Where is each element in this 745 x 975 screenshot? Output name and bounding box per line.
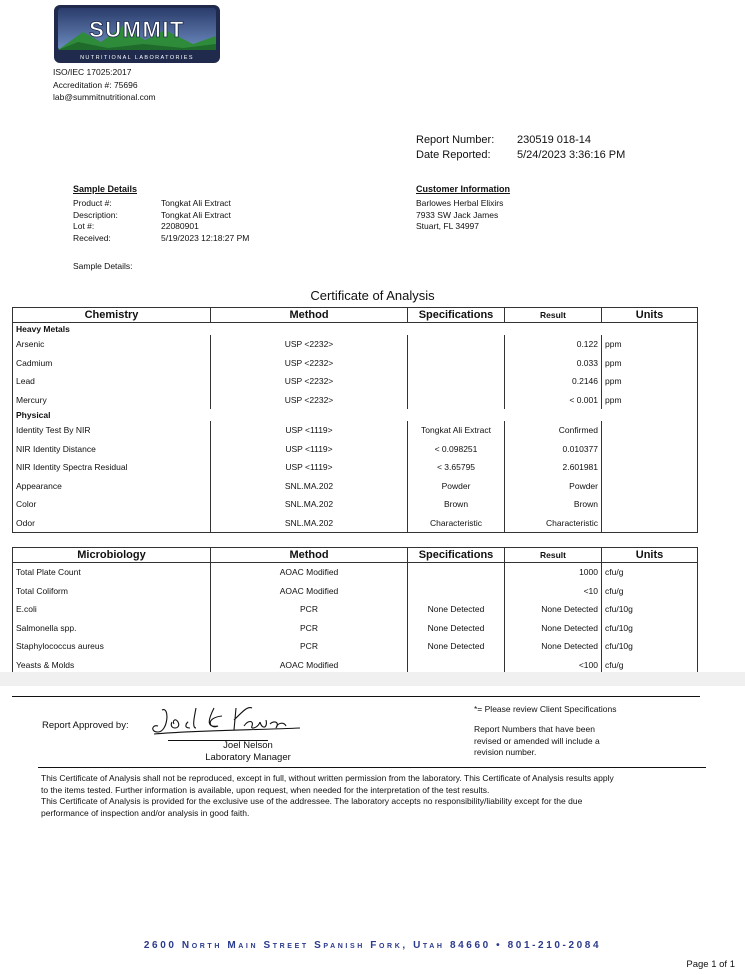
cell-result: 2.601981 <box>505 458 602 477</box>
cell-spec <box>408 391 505 410</box>
cell-method: PCR <box>211 619 408 638</box>
summit-logo <box>53 4 221 64</box>
table-row <box>13 600 698 619</box>
col-header: Specifications <box>408 548 505 563</box>
cell-method: USP <2232> <box>211 354 408 373</box>
cell-units <box>602 514 698 533</box>
cell-units: cfu/10g <box>605 622 633 633</box>
cell-spec: None Detected <box>408 619 505 638</box>
cell-spec: Characteristic <box>408 514 505 533</box>
cell-result: 0.010377 <box>505 440 602 459</box>
cell-analyte: Staphylococcus aureus <box>13 637 211 656</box>
cell-analyte: Odor <box>13 514 211 533</box>
approver <box>178 740 318 764</box>
cell-units: cfu/g <box>605 659 624 670</box>
customer-address1: 7933 SW Jack James <box>416 209 499 220</box>
cell-method: USP <1119> <box>211 421 408 440</box>
cell-result: < 0.001 <box>505 391 602 410</box>
cell-spec: None Detected <box>408 600 505 619</box>
table-row <box>13 372 698 391</box>
table-row <box>13 335 698 354</box>
report-number-label: Report Number: <box>416 134 495 146</box>
customer-name: Barlowes Herbal Elixirs <box>416 198 504 208</box>
cell-units: ppm <box>605 376 622 386</box>
cell-spec <box>408 354 505 373</box>
cell-result: 1000 <box>505 563 602 582</box>
description-value: Tongkat Ali Extract <box>161 209 231 220</box>
divider <box>12 696 700 697</box>
cell-result: 0.122 <box>505 335 602 354</box>
cell-analyte: Salmonella spp. <box>13 619 211 638</box>
cell-analyte: Total Plate Count <box>13 563 211 582</box>
table-row <box>13 458 698 477</box>
date-reported: 5/24/2023 3:36:16 PM <box>517 149 626 161</box>
col-header: Result <box>505 548 602 563</box>
cell-analyte: Lead <box>13 372 211 391</box>
cell-method: AOAC Modified <box>211 582 408 601</box>
logo-name: SUMMIT <box>89 17 185 42</box>
cell-spec: Tongkat Ali Extract <box>408 421 505 440</box>
cell-analyte: NIR Identity Spectra Residual <box>13 458 211 477</box>
cell-units: cfu/10g <box>605 641 633 651</box>
cell-method: SNL.MA.202 <box>211 514 408 533</box>
cell-method: USP <1119> <box>211 440 408 459</box>
group-row <box>13 409 698 421</box>
table-row <box>13 495 698 514</box>
table-row <box>13 440 698 459</box>
cell-result: <10 <box>505 582 602 601</box>
table-row <box>13 563 698 582</box>
cell-spec <box>408 582 505 601</box>
amended-note: Report Numbers that have been revised or amended will include a revision number. <box>474 724 600 758</box>
chemistry-table <box>12 307 698 533</box>
lab-email: lab@summitnutritional.com <box>53 92 156 102</box>
cell-result: Brown <box>505 495 602 514</box>
cell-units <box>602 458 698 477</box>
cell-spec <box>408 563 505 582</box>
lab-address: 2600 North Main Street Spanish Fork, Utah 84660 • 801-210-2084 <box>143 940 602 951</box>
cell-analyte: Mercury <box>13 391 211 410</box>
cell-method: SNL.MA.202 <box>211 477 408 496</box>
table-row <box>13 514 698 533</box>
cell-spec: None Detected <box>408 637 505 656</box>
group-label: Heavy Metals <box>16 324 70 334</box>
report-number: 230519 018-14 <box>517 134 592 146</box>
page-number: Page 1 of 1 <box>686 959 735 970</box>
cell-units: ppm <box>605 339 622 349</box>
cell-result: None Detected <box>505 619 602 638</box>
col-header: Method <box>211 548 408 563</box>
microbiology-table <box>12 547 698 675</box>
coa-title: Certificate of Analysis <box>310 288 435 303</box>
table-row <box>13 477 698 496</box>
cell-spec: Powder <box>408 477 505 496</box>
table-row <box>13 421 698 440</box>
cell-analyte: Arsenic <box>13 335 211 354</box>
cell-method: AOAC Modified <box>211 563 408 582</box>
cell-method: PCR <box>211 637 408 656</box>
customer-address2: Stuart, FL 34997 <box>416 221 480 232</box>
cell-result: Powder <box>505 477 602 496</box>
client-spec-note: *= Please review Client Specifications <box>474 704 617 714</box>
group-label: Physical <box>16 410 51 420</box>
col-header: Units <box>602 308 698 323</box>
approved-by-label: Report Approved by: <box>42 720 129 731</box>
disclaimer: This Certificate of Analysis shall not be reproduced, except in full, without written permission from the laboratory. This Certificate of Analysis results apply to the items tested. Further information is available, upon request, when needed for the interpretation of the test results. This Certificate of Analysis is provided for the exclusive use of the addressee. The laboratory accepts no responsibility/liability except for the due performance of inspection and/or analysis in good faith. <box>41 773 614 819</box>
sample-details-label: Sample Details: <box>73 261 133 271</box>
cell-spec: < 3.65795 <box>408 458 505 477</box>
cell-units: ppm <box>605 357 622 368</box>
cell-method: SNL.MA.202 <box>211 495 408 514</box>
cell-analyte: Appearance <box>13 477 211 496</box>
col-header: Microbiology <box>13 548 211 563</box>
cell-units: cfu/g <box>605 567 624 577</box>
cell-method: USP <2232> <box>211 372 408 391</box>
group-row <box>13 323 698 336</box>
sample-values <box>161 198 249 245</box>
cell-method: USP <2232> <box>211 391 408 410</box>
col-header: Units <box>602 548 698 563</box>
cell-result: <100 <box>505 656 602 675</box>
accreditation: Accreditation #: 75696 <box>53 80 138 90</box>
approver-title: Laboratory Manager <box>205 752 291 763</box>
cell-result: None Detected <box>505 600 602 619</box>
cell-units: cfu/10g <box>605 604 633 614</box>
cell-result: Characteristic <box>505 514 602 533</box>
cell-method: USP <1119> <box>211 458 408 477</box>
cell-result: 0.033 <box>505 354 602 373</box>
divider-band <box>0 672 745 686</box>
cell-method: PCR <box>211 600 408 619</box>
divider <box>38 767 706 768</box>
sample-details-title: Sample Details <box>73 184 138 194</box>
cell-analyte: Identity Test By NIR <box>13 421 211 440</box>
cell-spec: < 0.098251 <box>408 440 505 459</box>
cell-method: USP <2232> <box>211 335 408 354</box>
table-row <box>13 619 698 638</box>
customer-info-title: Customer Information <box>416 184 511 194</box>
cell-analyte: Total Coliform <box>13 582 211 601</box>
table-row <box>13 354 698 373</box>
cell-spec <box>408 335 505 354</box>
cell-units <box>602 477 698 496</box>
col-header: Chemistry <box>13 308 211 323</box>
col-header: Specifications <box>408 308 505 323</box>
cell-analyte: Yeasts & Molds <box>13 656 211 675</box>
cell-units: cfu/g <box>605 585 624 596</box>
cell-result: Confirmed <box>505 421 602 440</box>
cell-units <box>602 421 698 440</box>
received-value: 5/19/2023 12:18:27 PM <box>161 233 250 244</box>
cell-analyte: NIR Identity Distance <box>13 440 211 459</box>
table-row <box>13 391 698 410</box>
col-header: Method <box>211 308 408 323</box>
cell-analyte: Cadmium <box>13 354 211 373</box>
cell-spec: Brown <box>408 495 505 514</box>
logo-sub: NUTRITIONAL LABORATORIES <box>80 55 194 61</box>
col-header: Result <box>505 308 602 323</box>
cell-analyte: Color <box>13 495 211 514</box>
product-value: Tongkat Ali Extract <box>161 198 231 208</box>
sample-labels: Product #: Description: Lot #: Received: <box>73 198 118 244</box>
signature <box>148 702 308 742</box>
customer-info <box>416 198 503 233</box>
cell-method: AOAC Modified <box>211 656 408 675</box>
cell-spec <box>408 372 505 391</box>
approver-name: Joel Nelson <box>223 740 273 751</box>
cell-result: 0.2146 <box>505 372 602 391</box>
table-row <box>13 637 698 656</box>
table-row <box>13 582 698 601</box>
iso-standard: ISO/IEC 17025:2017 <box>53 67 132 77</box>
cell-result: None Detected <box>505 637 602 656</box>
cell-analyte: E.coli <box>13 600 211 619</box>
cell-units <box>602 495 698 514</box>
cell-units <box>602 440 698 459</box>
date-reported-label: Date Reported: <box>416 149 491 161</box>
lot-value: 22080901 <box>161 221 199 232</box>
cell-units: ppm <box>605 394 622 405</box>
